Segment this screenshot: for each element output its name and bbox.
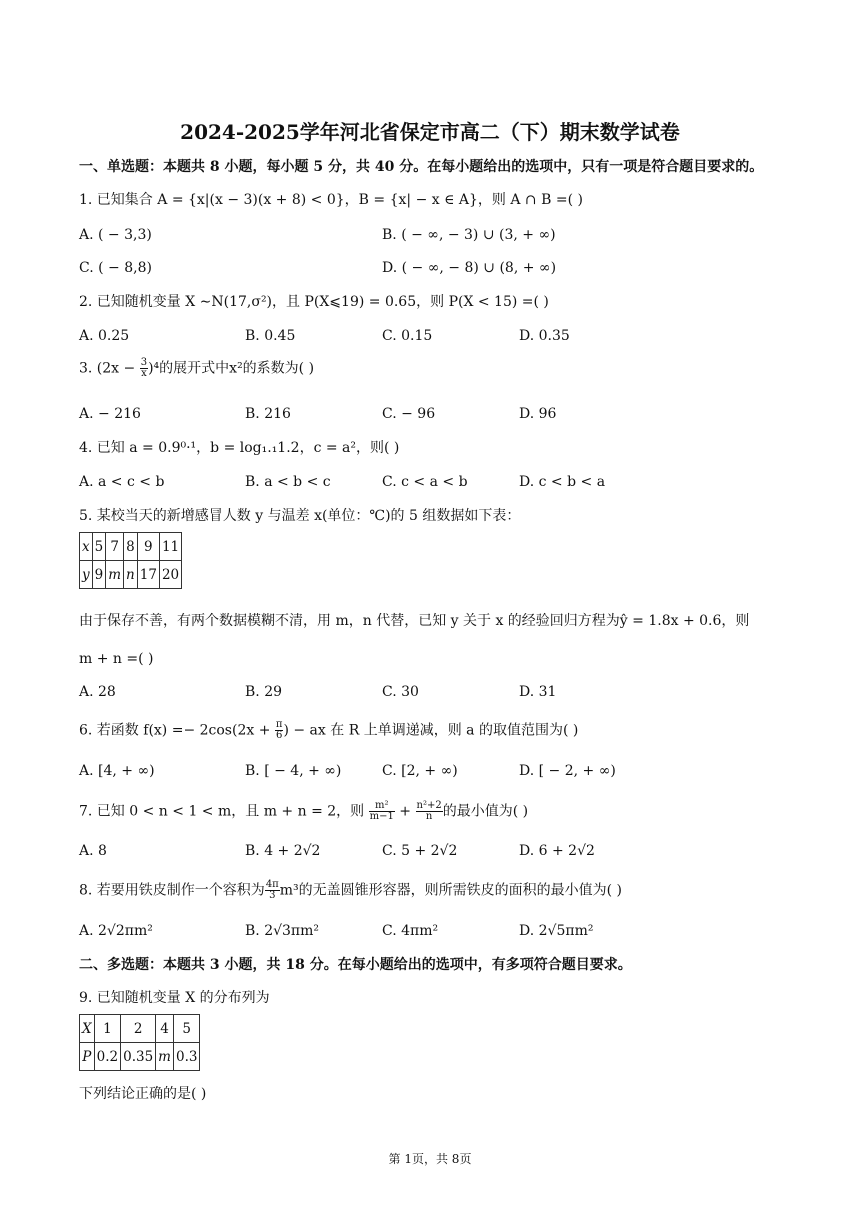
q7-stem-post: 的最小值为( ) xyxy=(442,803,529,820)
q3-option-d: D. 96 xyxy=(519,406,557,422)
q1-option-b: B. ( − ∞, − 3) ∪ (3, + ∞) xyxy=(382,227,556,243)
q7-fraction-2: $\frac{\text{n²+2}}{n}$ xyxy=(416,800,442,822)
question-7-stem xyxy=(79,801,528,822)
q8-option-a: A. 2√2πm² xyxy=(79,923,153,939)
q2-option-d: D. 0.35 xyxy=(519,328,570,344)
q5-option-c: C. 30 xyxy=(382,684,419,700)
q3-option-c: C. − 96 xyxy=(382,406,436,422)
q1-option-c: C. ( − 8,8) xyxy=(79,260,152,276)
q6-option-a: A. [4, + ∞) xyxy=(79,763,155,779)
table-row: X 1 2 4 5 xyxy=(80,1015,200,1043)
q3-option-b: B. 216 xyxy=(245,406,291,422)
q6-stem-pre: 6. 若函数 f(x) =− 2cos(2x + xyxy=(79,722,271,739)
q6-option-d: D. [ − 2, + ∞) xyxy=(519,763,616,779)
q1-option-d: D. ( − ∞, − 8) ∪ (8, + ∞) xyxy=(382,260,557,276)
q8-stem-pre: 8. 若要用铁皮制作一个容积为 xyxy=(79,882,265,899)
table-row: y 9 m n 17 20 xyxy=(80,561,182,589)
q5-text-line-2: m + n =( ) xyxy=(79,651,154,667)
section-2-heading: 二、多选题：本题共 3 小题，共 18 分。在每小题给出的选项中，有多项符合题目要求。 xyxy=(79,957,632,973)
question-6-stem xyxy=(79,720,578,741)
table-row: x 5 7 8 9 11 xyxy=(80,533,182,561)
q1-option-a: A. ( − 3,3) xyxy=(79,227,152,243)
q4-option-a: A. a < c < b xyxy=(79,474,165,490)
q4-option-b: B. a < b < c xyxy=(245,474,331,490)
question-2-stem: 2. 已知随机变量 X ∼N(17,σ²)，且 P(X⩽19) = 0.65，则 P(X < 15) =( ) xyxy=(79,294,549,310)
q3-stem-post: )⁴的展开式中x²的系数为( ) xyxy=(148,360,315,377)
q6-fraction: $\frac{\pi}{6}$ xyxy=(275,719,283,741)
q8-stem-post: m³的无盖圆锥形容器，则所需铁皮的面积的最小值为( ) xyxy=(279,882,623,899)
q7-option-b: B. 4 + 2√2 xyxy=(245,843,321,859)
q6-option-b: B. [ − 4, + ∞) xyxy=(245,763,342,779)
q5-data-table xyxy=(79,532,182,589)
q7-plus: + xyxy=(394,803,416,820)
question-5-stem: 5. 某校当天的新增感冒人数 y 与温差 x(单位：℃)的 5 组数据如下表： xyxy=(79,508,521,524)
q3-option-a: A. − 216 xyxy=(79,406,141,422)
q7-fraction-1: $\frac{\text{m²}}{m-1}$ xyxy=(369,800,394,822)
q6-option-c: C. [2, + ∞) xyxy=(382,763,458,779)
q5-text-line-1: 由于保存不善，有两个数据模糊不清，用 m，n 代替，已知 y 关于 x 的经验回归方程为ŷ = 1.8x + 0.6，则 xyxy=(79,613,750,629)
q5-option-b: B. 29 xyxy=(245,684,283,700)
q3-fraction: $\frac{3}{x}$ xyxy=(140,357,148,379)
q8-option-d: D. 2√5πm² xyxy=(519,923,594,939)
question-3-stem xyxy=(79,358,314,379)
q2-option-b: B. 0.45 xyxy=(245,328,296,344)
q7-option-d: D. 6 + 2√2 xyxy=(519,843,595,859)
q7-option-c: C. 5 + 2√2 xyxy=(382,843,458,859)
question-1-stem: 1. 已知集合 A = {x|(x − 3)(x + 8) < 0}，B = {x| − x ∈ A}，则 A ∩ B =( ) xyxy=(79,192,583,208)
section-1-heading: 一、单选题：本题共 8 小题，每小题 5 分，共 40 分。在每小题给出的选项中，只有一项是符合题目要求的。 xyxy=(79,159,764,175)
q5-option-d: D. 31 xyxy=(519,684,557,700)
q9-prompt: 下列结论正确的是( ) xyxy=(79,1086,207,1102)
question-4-stem: 4. 已知 a = 0.9⁰·¹，b = log₁.₁1.2，c = a²，则( ) xyxy=(79,440,400,456)
q2-option-a: A. 0.25 xyxy=(79,328,130,344)
q5-option-a: A. 28 xyxy=(79,684,116,700)
question-9-stem: 9. 已知随机变量 X 的分布列为 xyxy=(79,990,270,1006)
question-8-stem xyxy=(79,880,622,901)
q4-option-c: C. c < a < b xyxy=(382,474,468,490)
q6-stem-post: ) − ax 在 R 上单调递减，则 a 的取值范围为( ) xyxy=(283,722,579,739)
q7-stem-pre: 7. 已知 0 < n < 1 < m，且 m + n = 2，则 xyxy=(79,803,365,820)
page-footer: 第 1页，共 8页 xyxy=(388,1152,472,1166)
page-title: 2024-2025学年河北省保定市高二（下）期末数学试卷 xyxy=(180,120,680,144)
q8-option-c: C. 4πm² xyxy=(382,923,439,939)
table-row: P 0.2 0.35 m 0.3 xyxy=(80,1043,200,1071)
q2-option-c: C. 0.15 xyxy=(382,328,433,344)
q4-option-d: D. c < b < a xyxy=(519,474,606,490)
q3-stem-pre: 3. (2x − xyxy=(79,360,136,377)
q8-option-b: B. 2√3πm² xyxy=(245,923,320,939)
q7-option-a: A. 8 xyxy=(79,843,107,859)
q9-distribution-table xyxy=(79,1014,200,1071)
q8-fraction: $\frac{4\pi}{3}$ xyxy=(265,879,279,901)
